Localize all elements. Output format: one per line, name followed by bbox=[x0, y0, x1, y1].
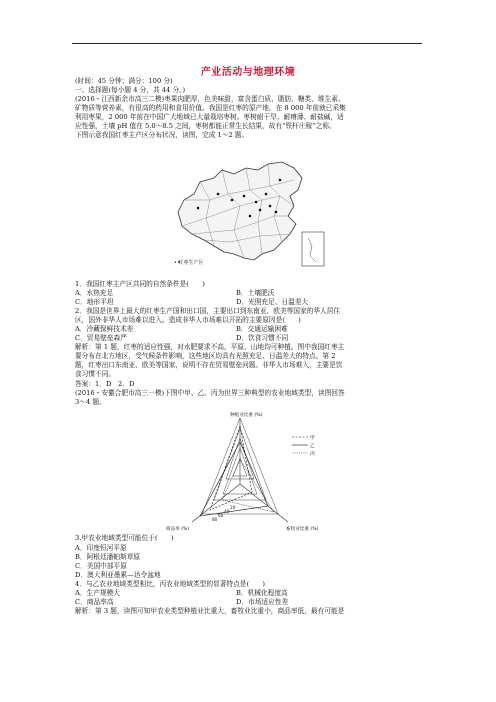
passage-line: 应性强，土壤 pH 值在 5.0～8.5 之间，枣树都能正常生长结果，故有“铁杆庄稼”之称。 bbox=[75, 122, 336, 130]
radar-svg bbox=[160, 412, 350, 532]
q3-option-b: B．阿根廷潘帕斯草原 bbox=[75, 553, 141, 561]
analysis-line: 要分布在北方地区，受气候条件影响，这些地区均具有光照充足、日温差大的特点。第 2 bbox=[75, 352, 336, 360]
radar-legend bbox=[292, 434, 315, 457]
china-map-figure bbox=[170, 160, 328, 270]
passage-line: 利用枣果，2 000 年前在中国广大地域已大量栽培枣树。枣树耐干旱、耐瘠薄、耐盐碱，适 bbox=[75, 113, 344, 121]
q2-option-b: B．交通运输困难 bbox=[236, 325, 288, 333]
region-dot bbox=[243, 195, 246, 198]
axis-label-left: 商品率 (%) bbox=[166, 527, 190, 532]
map-legend: • 红枣生产区 bbox=[174, 260, 204, 266]
q1-option-c: C．地形平坦 bbox=[75, 298, 114, 306]
region-dot bbox=[275, 211, 278, 214]
legend-label: 丙 bbox=[310, 452, 315, 457]
tick-label: 60 bbox=[218, 513, 224, 518]
radar-figure bbox=[160, 412, 350, 532]
q3-option-a: A．印度恒河平原 bbox=[75, 544, 127, 552]
legend-label: 乙 bbox=[310, 444, 315, 449]
passage-line: (2016・安徽合肥市高三一模)下图中甲、乙、丙为世界三种典型的农业地域类型，读图回答 bbox=[75, 389, 345, 397]
q2-option-a: A．冷藏保鲜技术差 bbox=[75, 325, 134, 333]
passage-line: 矿物质等营养素，有很高的药用和食用价值。我国是红枣的原产地，在 8 000 年前就已采集 bbox=[75, 104, 346, 112]
tick-label: 20 bbox=[230, 505, 236, 510]
passage-line: 下图示意我国红枣主产区分布状况，读图，完成 1～2 题。 bbox=[75, 131, 249, 139]
meta-line: (时间：45 分钟；满分：100 分) bbox=[75, 77, 173, 85]
region-dot bbox=[269, 205, 272, 208]
south-sea-inset bbox=[302, 232, 324, 266]
analysis-line: 解析：第 1 题，红枣的适应性强，对水肥要求不高，平原、山地均可种植。图中我国红枣主 bbox=[75, 343, 345, 351]
china-map-svg bbox=[170, 160, 328, 270]
q1-stem: 1．我国红枣主产区共同的自然条件是( ) bbox=[75, 280, 205, 288]
q4-option-a: A．生产规模大 bbox=[75, 589, 120, 597]
tick-label: 80 bbox=[212, 517, 218, 522]
tick-label: 40 bbox=[224, 509, 230, 514]
radar-axes bbox=[192, 418, 288, 522]
answer-line: 答案：1．D 2．D bbox=[75, 380, 135, 388]
analysis-line: 题，红枣出口东南亚、欧美等国家，说明不存在贸易壁垒问题。非华人市场难入，主要是饮 bbox=[75, 361, 343, 369]
china-outline bbox=[178, 162, 302, 260]
q1-option-d: D．光照充足、日温差大 bbox=[236, 298, 309, 306]
region-dot bbox=[255, 201, 258, 204]
q4-option-d: D．市场适应性差 bbox=[236, 598, 289, 606]
region-dot bbox=[259, 209, 262, 212]
q1-option-b: B．土壤肥沃 bbox=[236, 289, 275, 297]
region-dot bbox=[249, 215, 252, 218]
q2-stem: 2．我国是世界上最大的红枣生产国和出口国，主要出口到东南亚、欧美等国家的华人居住 bbox=[75, 307, 341, 315]
analysis-line: 食习惯不同。 bbox=[75, 370, 116, 378]
q3-option-c: C．美国中部平原 bbox=[75, 562, 127, 570]
series-jia bbox=[210, 426, 252, 510]
region-dot bbox=[217, 193, 220, 196]
header-rule bbox=[72, 43, 422, 44]
q2-option-c: C．贸易壁垒森严 bbox=[75, 334, 127, 342]
analysis-line: 解析：第 3 题，读图可知甲农业类型种植业比重大，畜牧业比重小，商品率低，最有可能是 bbox=[75, 607, 345, 615]
q4-stem: 4．与乙农业地域类型相比，丙农业地域类型的显著特点是( ) bbox=[75, 580, 266, 588]
axis-label-right: 畜牧业比重 (%) bbox=[286, 527, 319, 532]
page-title: 产业活动与地理环境 bbox=[200, 67, 296, 78]
q4-option-b: B．机械化程度高 bbox=[236, 589, 288, 597]
q3-stem: 3.甲农业地域类型可能位于( ) bbox=[75, 534, 174, 542]
legend-label: 甲 bbox=[310, 436, 315, 441]
region-dot bbox=[197, 207, 200, 210]
region-dot bbox=[265, 193, 268, 196]
region-dot bbox=[231, 199, 234, 202]
q2-option-d: D．饮食习惯不同 bbox=[236, 334, 289, 342]
q2-stem: 区，国外非华人市场难以进入。造成非华人市场难以开拓的主要原因是( ) bbox=[75, 316, 301, 324]
q1-option-a: A．水热充足 bbox=[75, 289, 114, 297]
q4-option-c: C．商品率高 bbox=[75, 598, 114, 606]
passage-line: (2016・江西新余市高三二模)枣果肉肥厚，色美味甜，富含蛋白质、脂肪、糖类、维生素、 bbox=[75, 95, 345, 103]
region-dot bbox=[279, 179, 282, 182]
passage-line: 3～4 题。 bbox=[75, 398, 106, 406]
axis-label-top: 种植业比重 (%) bbox=[230, 413, 263, 418]
q3-option-d: D．澳大利亚墨累—达令盆地 bbox=[75, 571, 161, 579]
section-heading: 一、选择题(每小题 4 分，共 44 分。) bbox=[75, 86, 186, 94]
